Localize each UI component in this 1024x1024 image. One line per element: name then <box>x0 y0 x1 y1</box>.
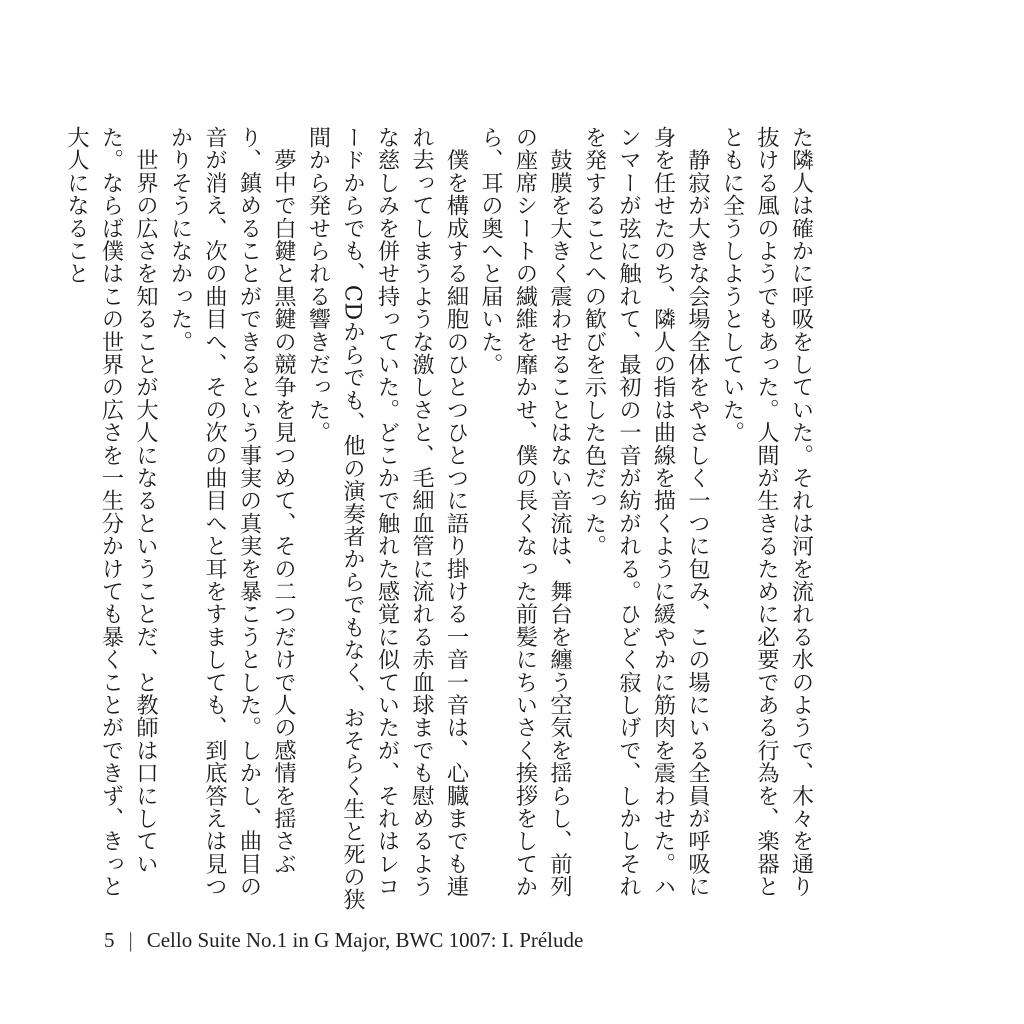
footer-title: Cello Suite No.1 in G Major, BWC 1007: I. Prélude <box>146 928 584 952</box>
page-footer <box>104 928 583 953</box>
paragraph-4: 僕を構成する細胞のひとつひとつに語り掛ける一音一音は、心臓までも連れ去ってしまうような激しさと、毛細血管に流れる赤血球までも慰めるような慈しみを併せ持っていた。どこかで触れた感覚に似ていたが、それはレコードからでも、CDからでも、他の演奏者からでもなく、おそらく生と死の狭間から発せられる響きだった。 <box>305 126 469 911</box>
paragraph-5: 夢中で白鍵と黒鍵の競争を見つめて、その二つだけで人の感情を揺さぶり、鎮めることができるという事実の真実を暴こうとした。しかし、曲目の音が消え、次の曲目へ、その次の曲目へと耳をすましても、到底答えは見つかりそうになかった。 <box>167 126 297 898</box>
paragraph-1: た隣人は確かに呼吸をしていた。それは河を流れる水のようで、木々を通り抜ける風のようでもあった。人間が生きるために必要である行為を、楽器とともに全うしようとしていた。 <box>719 126 814 898</box>
paragraph-2: 静寂が大きな会場全体をやさしく一つに包み、この場にいる全員が呼吸に身を任せたのち、隣人の指は曲線を描くように緩やかに筋肉を震わせた。ハンマーが弦に触れて、最初の一音が紡がれる。ひどく寂しげで、しかしそれを発することへの歓びを示した色だった。 <box>581 126 711 898</box>
paragraph-3: 鼓膜を大きく震わせることはない音流は、舞台を纏う空気を揺らし、前列の座席シートの繊維を靡かせ、僕の長くなった前髪にちいさく挨拶をしてから、耳の奥へと届いた。 <box>477 126 573 898</box>
footer-separator: | <box>128 928 133 952</box>
page-number: 5 <box>104 928 115 952</box>
vertical-body-text <box>63 126 818 916</box>
paragraph-6: 世界の広さを知ることが大人になるということだ、と教師は口にしていた。ならば僕はこの世界の広さを一生分かけても暴くことができず、きっと大人になること <box>63 126 159 898</box>
